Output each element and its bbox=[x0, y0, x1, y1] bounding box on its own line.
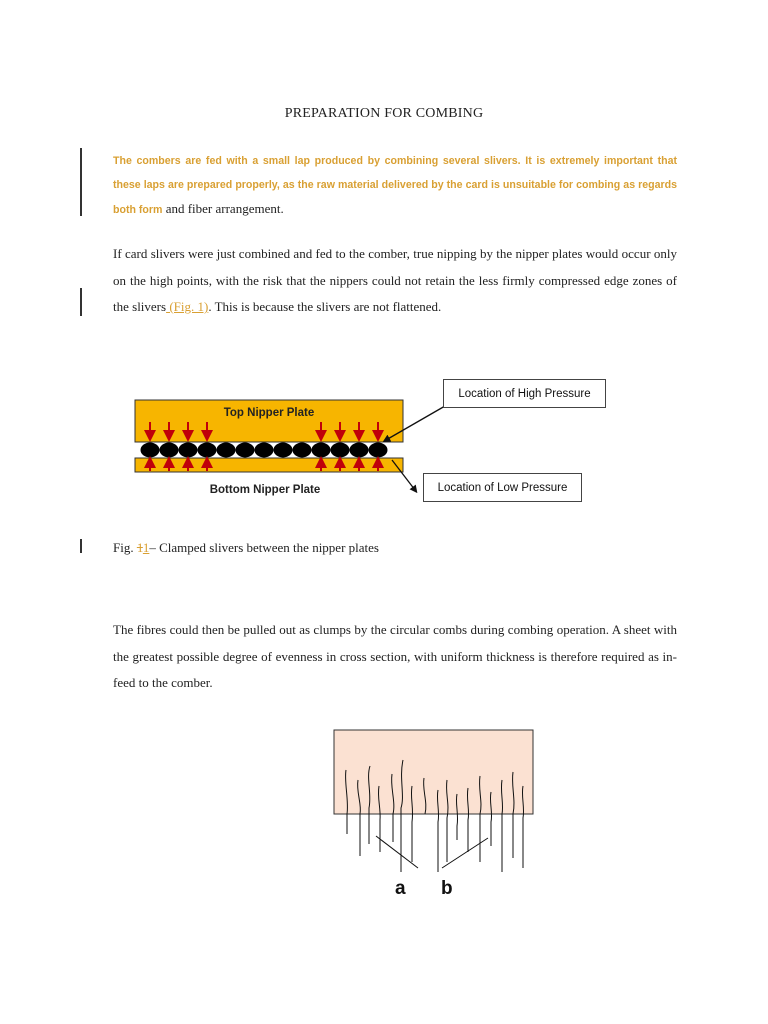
bottom-plate-label: Bottom Nipper Plate bbox=[209, 484, 321, 496]
high-pressure-label: Location of High Pressure bbox=[443, 379, 606, 408]
caption-prefix: Fig. bbox=[113, 540, 137, 555]
caption-inserted-number: 1 bbox=[142, 540, 150, 555]
intro-highlight-text: The combers are fed with a small lap produced by combining several slivers. It is extremely important that these laps are prepared properly, as the raw material delivered by the card is unsuitable for combing as regards both form bbox=[113, 155, 677, 216]
fibre-sheet-diagram bbox=[320, 722, 550, 882]
low-pressure-label: Location of Low Pressure bbox=[423, 473, 582, 502]
caption-deleted-number: 1 bbox=[136, 540, 143, 555]
bottom-nipper-plate bbox=[135, 458, 403, 472]
change-bar bbox=[80, 539, 82, 553]
paragraph-evenness: The fibres could then be pulled out as clumps by the circular combs during combing operation. A sheet with the greatest possible degree of evenness in cross section, with uniform thickness is therefore required as in-feed to the comber. bbox=[113, 622, 677, 690]
sliver-row bbox=[141, 443, 388, 458]
page-title: PREPARATION FOR COMBING bbox=[284, 106, 484, 121]
label-a: a bbox=[395, 878, 406, 899]
pointer-b bbox=[442, 838, 488, 868]
change-bar bbox=[80, 288, 82, 316]
figure-fibre-sheet bbox=[320, 722, 550, 882]
fibre-sheet-box bbox=[334, 730, 533, 814]
caption-text: – Clamped slivers between the nipper plates bbox=[149, 540, 379, 555]
change-bar bbox=[80, 148, 82, 216]
intro-paragraph bbox=[113, 149, 677, 222]
label-b: b bbox=[441, 878, 453, 899]
top-plate-label: Top Nipper Plate bbox=[223, 407, 315, 419]
intro-tail-text: and fiber arrangement. bbox=[162, 201, 284, 216]
paragraph-nipping bbox=[113, 241, 677, 321]
figure-reference-link[interactable]: (Fig. 1) bbox=[166, 299, 209, 314]
paragraph-nipping-text: If card slivers were just combined and fed to the comber, true nipping by the nipper plates would occur only on the high points, with the risk that the nippers could not retain the less firmly compressed edge zones of the slivers bbox=[113, 246, 677, 314]
paragraph-nipping-end: . This is because the slivers are not flattened. bbox=[208, 299, 442, 314]
figure1-caption bbox=[113, 540, 379, 556]
